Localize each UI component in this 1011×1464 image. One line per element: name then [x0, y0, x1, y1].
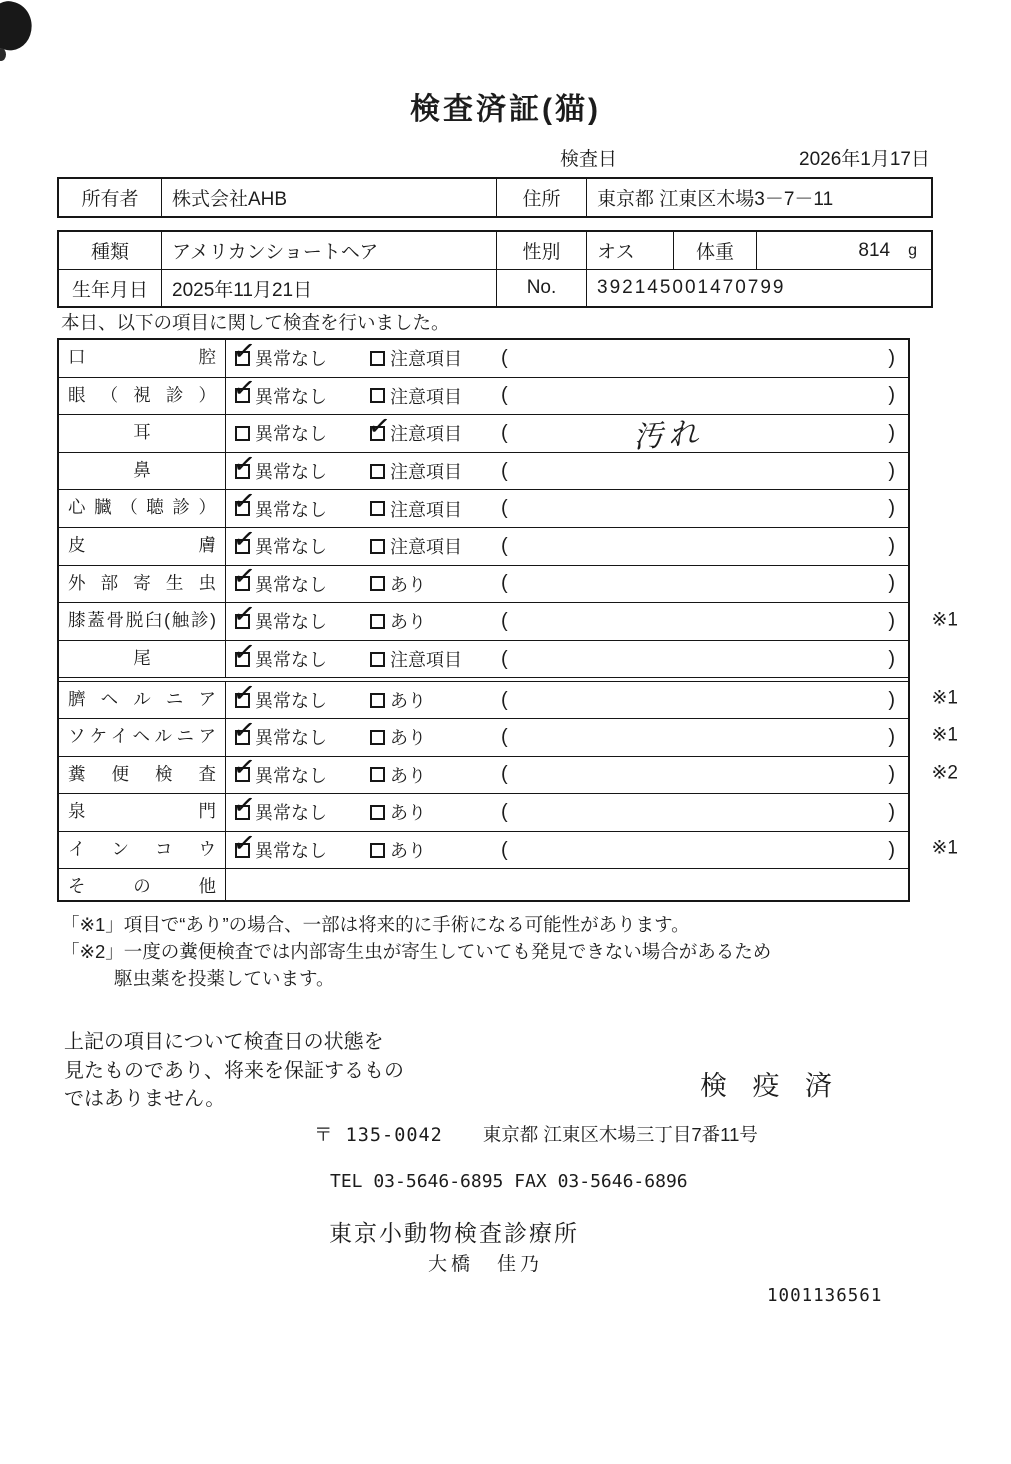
postal-code: 〒 135-0042: [314, 1125, 443, 1146]
checkbox-label: 異常なし: [255, 462, 327, 483]
veterinarian-name: 大橋 佳乃: [428, 1254, 544, 1275]
inspection-date-row: [560, 144, 930, 171]
check-item-parentheses: [491, 610, 908, 633]
checkbox-icon: [370, 351, 385, 366]
check-option-option1: [226, 559, 361, 597]
owner-label: 所有者: [81, 189, 139, 210]
check-option-option1: [226, 635, 361, 672]
address-label: 住所: [496, 179, 586, 216]
checkbox-label: 異常なし: [255, 728, 327, 749]
checkbox-icon: [230, 713, 258, 748]
check-item-parentheses: [491, 801, 908, 824]
checkbox-icon: [370, 843, 385, 858]
check-item-label: 心臓（聴診）: [59, 490, 226, 527]
check-option-option2: [361, 458, 491, 484]
checkbox-label: 異常なし: [255, 612, 327, 633]
checkbox-label: 異常なし: [255, 386, 327, 407]
clinic-name: 東京小動物検査診療所: [329, 1220, 579, 1246]
checkbox-icon: [370, 464, 385, 479]
check-item-body: [226, 869, 908, 900]
open-paren: (: [501, 421, 508, 444]
check-row-13: [59, 788, 908, 832]
sex-value: オス: [586, 232, 673, 269]
check-item-label: 泉門: [59, 794, 226, 831]
check-item-parentheses: [491, 572, 908, 595]
open-paren: (: [501, 688, 508, 711]
footnote-1: 「※1」項目で“あり”の場合、一部は将来的に手術になる可能性があります。: [61, 914, 690, 935]
check-option-option2: [361, 345, 491, 371]
checkbox-label: 異常なし: [255, 574, 327, 595]
pet-table: [57, 230, 933, 308]
open-paren: (: [501, 346, 508, 369]
checkbox-label: あり: [390, 612, 426, 633]
sex-label: 性別: [496, 232, 586, 269]
check-option-option2: [361, 724, 491, 750]
check-item-body: [226, 484, 908, 527]
open-paren: (: [501, 459, 508, 482]
weight-unit: g: [908, 241, 917, 259]
footnote-2: 「※2」一度の糞便検査では内部寄生虫が寄生していても発見できない場合があるため: [61, 941, 772, 962]
checkbox-icon: [370, 767, 385, 782]
check-option-option2: [361, 383, 491, 409]
check-item-label: 膝蓋骨脱臼(触診): [59, 603, 226, 640]
check-item-body: [226, 522, 908, 565]
check-option-option1: [226, 713, 361, 750]
checkbox-icon: [370, 388, 385, 403]
checkbox-icon: [370, 501, 385, 516]
check-option-option1: [226, 750, 361, 788]
check-option-option2: [361, 496, 491, 522]
checkbox-label: あり: [390, 765, 426, 786]
check-item-body: [226, 635, 908, 678]
check-row-14: [59, 826, 958, 870]
close-paren: ): [888, 800, 895, 823]
check-item-label: 尾: [59, 641, 226, 678]
checkbox-label: 異常なし: [255, 765, 327, 786]
open-paren: (: [501, 838, 508, 861]
owner-value: 株式会社AHB: [161, 179, 496, 216]
checkbox-icon: [365, 409, 393, 444]
check-item-body: [226, 447, 908, 490]
owner-row: [59, 179, 931, 216]
open-paren: (: [501, 725, 508, 748]
clinic-postal-row: [314, 1121, 758, 1147]
check-item-body: [226, 371, 908, 415]
open-paren: (: [501, 384, 508, 407]
close-paren: ): [888, 725, 895, 748]
check-option-option2: [361, 533, 491, 559]
footnote-2-continued: 駆虫薬を投薬しています。: [114, 968, 335, 989]
breed-row: [59, 232, 931, 269]
inspection-date-value: 2026年1月17日: [799, 149, 930, 170]
checkmark-icon: ✓: [230, 826, 258, 860]
check-item-body: [226, 713, 908, 756]
check-item-label: 外部寄生虫: [59, 566, 226, 603]
check-row-15: [59, 869, 908, 900]
close-paren: ): [888, 647, 895, 670]
check-row-2: [59, 371, 908, 416]
checkmark-icon: ✓: [230, 371, 258, 406]
check-row-10: [59, 676, 958, 719]
check-option-option1: [226, 484, 361, 522]
open-paren: (: [501, 609, 508, 632]
check-item-parentheses: [491, 535, 908, 558]
open-paren: (: [501, 497, 508, 520]
checkmark-icon: ✓: [230, 447, 258, 482]
check-table: [57, 334, 958, 902]
check-item-parentheses: [491, 839, 908, 862]
disclaimer: [64, 1028, 404, 1114]
checkmark-icon: ✓: [230, 788, 258, 823]
checkbox-label: 注意項目: [390, 386, 462, 407]
checkbox-icon: [230, 597, 258, 632]
checkbox-icon: [235, 426, 250, 441]
close-paren: ): [888, 497, 895, 520]
scan-artifact: [0, 0, 38, 56]
checkmark-icon: ✓: [230, 676, 258, 711]
checkbox-label: 注意項目: [390, 650, 462, 671]
margin-note: ※2: [931, 762, 958, 784]
disclaimer-line-1: 上記の項目について検査日の状態を: [64, 1031, 384, 1053]
checkmark-icon: ✓: [230, 484, 258, 519]
checkbox-icon: [230, 788, 258, 823]
checkbox-icon: [230, 826, 258, 860]
check-option-option2: [361, 646, 491, 672]
checkbox-icon: [230, 676, 258, 711]
scan-artifact-small: [0, 48, 6, 61]
check-item-label: 糞便検査: [59, 757, 226, 794]
check-option-option1: [226, 371, 361, 409]
check-option-option2: [361, 409, 491, 446]
checkmark-icon: ✓: [230, 559, 258, 594]
no-label: No.: [496, 270, 586, 306]
check-option-option2: [361, 687, 491, 713]
check-item-body: [226, 788, 908, 831]
check-item-body: [226, 334, 908, 377]
intro-text: 本日、以下の項目に関して検査を行いました。: [61, 312, 450, 333]
checkbox-label: 注意項目: [390, 349, 462, 370]
no-value: 392145001470799: [586, 270, 931, 306]
check-item-parentheses: [491, 763, 908, 786]
checkbox-label: 異常なし: [255, 499, 327, 520]
checkmark-icon: ✓: [230, 750, 258, 785]
checkbox-icon: [370, 805, 385, 820]
check-option-option1: [226, 788, 361, 825]
check-item-parentheses: [491, 497, 908, 520]
birthdate-row: [59, 269, 931, 306]
check-row-5: [59, 484, 908, 528]
close-paren: ): [888, 346, 895, 369]
disclaimer-line-2: 見たものであり、将来を保証するもの: [64, 1059, 404, 1082]
checkmark-icon: ✓: [365, 409, 393, 444]
close-paren: ): [888, 421, 895, 444]
check-item-parentheses: [491, 460, 908, 483]
check-item-body: [226, 826, 908, 869]
inspection-date-label: 検査日: [560, 149, 618, 170]
checkbox-label: 異常なし: [255, 650, 327, 671]
document-title: 検査済証(猫): [410, 93, 601, 126]
checkmark-icon: ✓: [230, 522, 258, 557]
open-paren: (: [501, 800, 508, 823]
check-item-parentheses: [491, 726, 908, 749]
close-paren: ): [888, 534, 895, 557]
check-row-11: [59, 713, 958, 757]
check-item-label: 鼻: [59, 453, 226, 490]
check-item-parentheses: [491, 347, 908, 370]
checkbox-icon: [230, 484, 258, 519]
checkbox-icon: [230, 447, 258, 482]
check-row-4: [59, 447, 908, 491]
checkbox-label: 注意項目: [390, 499, 462, 520]
checkbox-label: 異常なし: [255, 691, 327, 712]
check-option-option2: [361, 799, 491, 825]
check-item-label: インコウ: [59, 832, 226, 869]
clinic-tel-fax: TEL 03-5646-6895 FAX 03-5646-6896: [330, 1171, 688, 1192]
birthdate-value: 2025年11月21日: [161, 270, 496, 306]
checkbox-label: あり: [390, 841, 426, 862]
check-item-label: 眼（視診）: [59, 378, 226, 415]
close-paren: ): [888, 838, 895, 861]
check-row-8: [59, 597, 958, 641]
check-row-7: [59, 559, 908, 604]
check-option-option2: [361, 608, 491, 634]
check-option-option2: [361, 837, 491, 863]
check-item-label: 皮膚: [59, 528, 226, 565]
checkbox-icon: [230, 559, 258, 594]
check-item-label: ソケイヘルニア: [59, 719, 226, 756]
check-item-label: 口腔: [59, 340, 226, 377]
owner-table: [57, 177, 933, 218]
close-paren: ): [888, 572, 895, 595]
check-option-option1: [226, 522, 361, 559]
checkbox-icon: [230, 635, 258, 669]
breed-label: 種類: [90, 242, 129, 263]
check-row-1: [59, 334, 908, 378]
address-value: 東京都 江東区木場3－7－11: [586, 179, 931, 216]
checkmark-icon: ✓: [230, 597, 258, 632]
margin-note: ※1: [931, 609, 958, 631]
check-item-body: [226, 597, 908, 640]
check-item-label: 臍ヘルニア: [59, 682, 226, 718]
check-option-option2: [361, 762, 491, 788]
checkmark-icon: ✓: [230, 713, 258, 748]
close-paren: ): [888, 609, 895, 632]
check-item-body: [226, 559, 908, 603]
checkbox-label: 注意項目: [390, 424, 462, 445]
check-option-option1: [226, 334, 361, 371]
checkbox-icon: [230, 371, 258, 406]
check-option-option1: [226, 597, 361, 634]
check-row-3: [59, 409, 908, 455]
check-item-body: [226, 750, 908, 794]
check-item-parentheses: [491, 384, 908, 407]
weight-value-cell: [756, 232, 931, 269]
footnotes: [61, 911, 771, 992]
check-row-6: [59, 522, 908, 566]
close-paren: ): [888, 384, 895, 407]
checkbox-icon: [370, 652, 385, 667]
checkbox-label: 異常なし: [255, 349, 327, 370]
disclaimer-line-3: ではありません。: [64, 1088, 226, 1110]
breed-value: アメリカンショートヘア: [161, 232, 496, 269]
checkbox-label: 異常なし: [255, 841, 327, 862]
checkbox-label: 異常なし: [255, 424, 327, 445]
check-row-9: [59, 635, 908, 679]
checkbox-label: あり: [390, 691, 426, 712]
check-item-label: その他: [59, 869, 226, 900]
quarantine-passed-stamp: 検 疫 済: [700, 1071, 842, 1101]
checkmark-icon: ✓: [230, 635, 258, 669]
check-option-option1: [226, 826, 361, 863]
open-paren: (: [501, 534, 508, 557]
margin-note: ※1: [931, 687, 958, 709]
checkbox-icon: [230, 750, 258, 785]
checkbox-icon: [370, 693, 385, 708]
open-paren: (: [501, 763, 508, 786]
checkbox-label: 注意項目: [390, 462, 462, 483]
clinic-address: 東京都 江東区木場三丁目7番11号: [482, 1124, 758, 1145]
close-paren: ): [888, 763, 895, 786]
checkbox-icon: [370, 614, 385, 629]
margin-note: ※1: [931, 837, 958, 859]
close-paren: ): [888, 688, 895, 711]
check-item-body: [226, 676, 908, 718]
check-item-label: 耳: [59, 415, 226, 452]
birthdate-label: 生年月日: [71, 279, 148, 301]
checkmark-icon: ✓: [230, 334, 258, 369]
checkbox-icon: [370, 730, 385, 745]
checkbox-label: 異常なし: [255, 803, 327, 824]
open-paren: (: [501, 572, 508, 595]
checkbox-icon: [370, 539, 385, 554]
checkbox-icon: [230, 334, 258, 369]
checkbox-label: 異常なし: [255, 537, 327, 558]
document-number: 1001136561: [767, 1286, 883, 1306]
checkbox-label: あり: [390, 574, 426, 595]
check-item-parentheses: [491, 411, 908, 455]
check-item-body: [226, 409, 908, 455]
check-item-parentheses: [491, 648, 908, 671]
close-paren: ): [888, 459, 895, 482]
handwritten-note: 汚れ: [632, 417, 705, 455]
weight-value: 814: [858, 239, 891, 261]
check-option-option1: [226, 676, 361, 713]
checkbox-icon: [370, 576, 385, 591]
check-option-option2: [361, 571, 491, 597]
open-paren: (: [501, 647, 508, 670]
checkbox-icon: [230, 522, 258, 557]
check-row-12: [59, 750, 958, 795]
checkbox-label: 注意項目: [390, 537, 462, 558]
check-item-parentheses: [491, 689, 908, 712]
weight-label: 体重: [673, 232, 756, 269]
margin-note: ※1: [931, 724, 958, 746]
checkbox-label: あり: [390, 728, 426, 749]
check-option-option1: [226, 420, 361, 446]
check-option-option1: [226, 447, 361, 484]
checkbox-label: あり: [390, 803, 426, 824]
